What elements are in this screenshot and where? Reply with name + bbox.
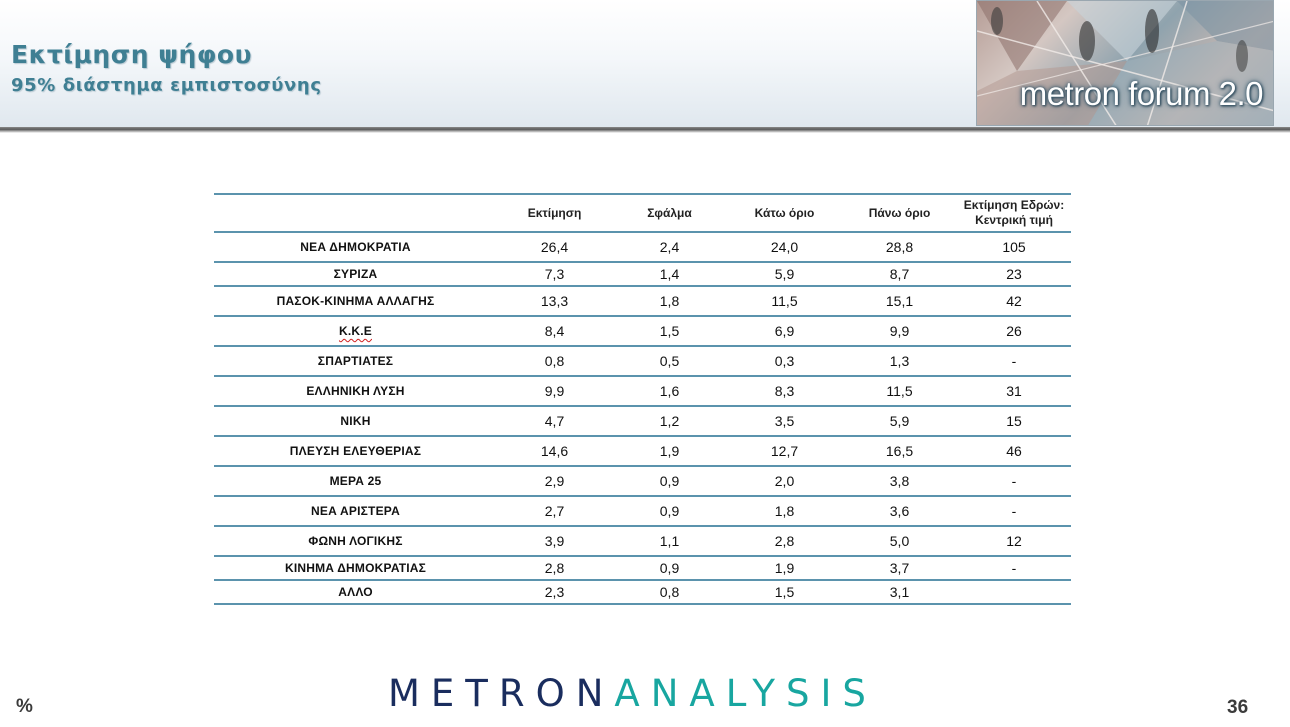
table-row — [214, 436, 1071, 466]
table-header-row — [214, 194, 1071, 232]
column-header-party — [214, 194, 497, 232]
estimate-value: 9,9 — [497, 376, 612, 406]
seats-value: 23 — [957, 262, 1071, 286]
party-name: ΣΠΑΡΤΙΑΤΕΣ — [214, 346, 497, 376]
page-title: Εκτίμηση ψήφου — [11, 40, 252, 69]
estimate-value: 26,4 — [497, 232, 612, 262]
banner-logo-text: metron forum 2.0 — [1019, 75, 1263, 112]
seats-value: - — [957, 346, 1071, 376]
unit-label: % — [16, 696, 33, 717]
party-name: ΣΥΡΙΖΑ — [214, 262, 497, 286]
party-name-text: Κ.Κ.Ε — [338, 324, 372, 338]
error-value: 2,4 — [612, 232, 727, 262]
table-row — [214, 376, 1071, 406]
column-header-seats-line1: Εκτίμηση Εδρών: — [963, 198, 1065, 212]
lower-bound-value: 1,5 — [727, 580, 842, 604]
error-value: 0,9 — [612, 556, 727, 580]
upper-bound-value: 11,5 — [842, 376, 957, 406]
table-row — [214, 556, 1071, 580]
page-subtitle: 95% διάστημα εμπιστοσύνης — [11, 75, 322, 96]
column-header-error: Σφάλμα — [612, 194, 727, 232]
error-value: 1,2 — [612, 406, 727, 436]
estimate-value: 2,3 — [497, 580, 612, 604]
lower-bound-value: 11,5 — [727, 286, 842, 316]
table-row — [214, 580, 1071, 604]
metron-forum-banner — [976, 0, 1274, 126]
party-name: ΝΕΑ ΑΡΙΣΤΕΡΑ — [214, 496, 497, 526]
estimate-value: 2,7 — [497, 496, 612, 526]
party-name: ΕΛΛΗΝΙΚΗ ΛΥΣΗ — [214, 376, 497, 406]
estimate-value: 4,7 — [497, 406, 612, 436]
party-name: ΜΕΡΑ 25 — [214, 466, 497, 496]
column-header-lower: Κάτω όριο — [727, 194, 842, 232]
table-row — [214, 466, 1071, 496]
error-value: 1,5 — [612, 316, 727, 346]
column-header-seats — [957, 194, 1071, 232]
upper-bound-value: 3,7 — [842, 556, 957, 580]
estimate-value: 14,6 — [497, 436, 612, 466]
upper-bound-value: 1,3 — [842, 346, 957, 376]
seats-value: - — [957, 466, 1071, 496]
party-name: ΝΙΚΗ — [214, 406, 497, 436]
party-name: ΑΛΛΟ — [214, 580, 497, 604]
lower-bound-value: 1,8 — [727, 496, 842, 526]
upper-bound-value: 5,9 — [842, 406, 957, 436]
error-value: 1,8 — [612, 286, 727, 316]
table-row — [214, 496, 1071, 526]
lower-bound-value: 8,3 — [727, 376, 842, 406]
seats-value: 105 — [957, 232, 1071, 262]
upper-bound-value: 15,1 — [842, 286, 957, 316]
table-row — [214, 232, 1071, 262]
upper-bound-value: 3,1 — [842, 580, 957, 604]
table-row — [214, 406, 1071, 436]
seats-value: - — [957, 556, 1071, 580]
lower-bound-value: 12,7 — [727, 436, 842, 466]
seats-value: 42 — [957, 286, 1071, 316]
estimate-value: 13,3 — [497, 286, 612, 316]
vote-estimate-table — [214, 193, 1071, 605]
table-row — [214, 526, 1071, 556]
upper-bound-value: 3,8 — [842, 466, 957, 496]
error-value: 0,9 — [612, 466, 727, 496]
lower-bound-value: 24,0 — [727, 232, 842, 262]
column-header-upper: Πάνω όριο — [842, 194, 957, 232]
error-value: 1,6 — [612, 376, 727, 406]
seats-value: 31 — [957, 376, 1071, 406]
seats-value: 12 — [957, 526, 1071, 556]
table-row — [214, 316, 1071, 346]
lower-bound-value: 2,0 — [727, 466, 842, 496]
estimate-value: 8,4 — [497, 316, 612, 346]
lower-bound-value: 2,8 — [727, 526, 842, 556]
seats-value — [957, 580, 1071, 604]
error-value: 1,4 — [612, 262, 727, 286]
seats-value: 26 — [957, 316, 1071, 346]
party-name: ΦΩΝΗ ΛΟΓΙΚΗΣ — [214, 526, 497, 556]
lower-bound-value: 3,5 — [727, 406, 842, 436]
error-value: 0,5 — [612, 346, 727, 376]
seats-value: - — [957, 496, 1071, 526]
column-header-estimate: Εκτίμηση — [497, 194, 612, 232]
upper-bound-value: 28,8 — [842, 232, 957, 262]
error-value: 0,8 — [612, 580, 727, 604]
upper-bound-value: 9,9 — [842, 316, 957, 346]
lower-bound-value: 1,9 — [727, 556, 842, 580]
table-row — [214, 346, 1071, 376]
header-divider — [0, 127, 1290, 133]
estimate-value: 0,8 — [497, 346, 612, 376]
upper-bound-value: 3,6 — [842, 496, 957, 526]
party-name — [214, 316, 497, 346]
logo-metron-text: METRON — [388, 672, 615, 715]
upper-bound-value: 8,7 — [842, 262, 957, 286]
estimate-value: 7,3 — [497, 262, 612, 286]
logo-analysis-text: ANALYSIS — [614, 672, 877, 715]
error-value: 1,9 — [612, 436, 727, 466]
estimate-value: 3,9 — [497, 526, 612, 556]
lower-bound-value: 5,9 — [727, 262, 842, 286]
party-name: ΠΑΣΟΚ-ΚΙΝΗΜΑ ΑΛΛΑΓΗΣ — [214, 286, 497, 316]
party-name: ΚΙΝΗΜΑ ΔΗΜΟΚΡΑΤΙΑΣ — [214, 556, 497, 580]
page-number: 36 — [1227, 697, 1249, 718]
table-row — [214, 262, 1071, 286]
table-row — [214, 286, 1071, 316]
error-value: 1,1 — [612, 526, 727, 556]
upper-bound-value: 16,5 — [842, 436, 957, 466]
metron-analysis-logo — [388, 672, 877, 715]
lower-bound-value: 0,3 — [727, 346, 842, 376]
upper-bound-value: 5,0 — [842, 526, 957, 556]
estimate-value: 2,9 — [497, 466, 612, 496]
party-name: ΠΛΕΥΣΗ ΕΛΕΥΘΕΡΙΑΣ — [214, 436, 497, 466]
estimate-value: 2,8 — [497, 556, 612, 580]
seats-value: 15 — [957, 406, 1071, 436]
column-header-seats-line2: Κεντρική τιμή — [975, 213, 1053, 227]
error-value: 0,9 — [612, 496, 727, 526]
party-name: ΝΕΑ ΔΗΜΟΚΡΑΤΙΑ — [214, 232, 497, 262]
lower-bound-value: 6,9 — [727, 316, 842, 346]
seats-value: 46 — [957, 436, 1071, 466]
